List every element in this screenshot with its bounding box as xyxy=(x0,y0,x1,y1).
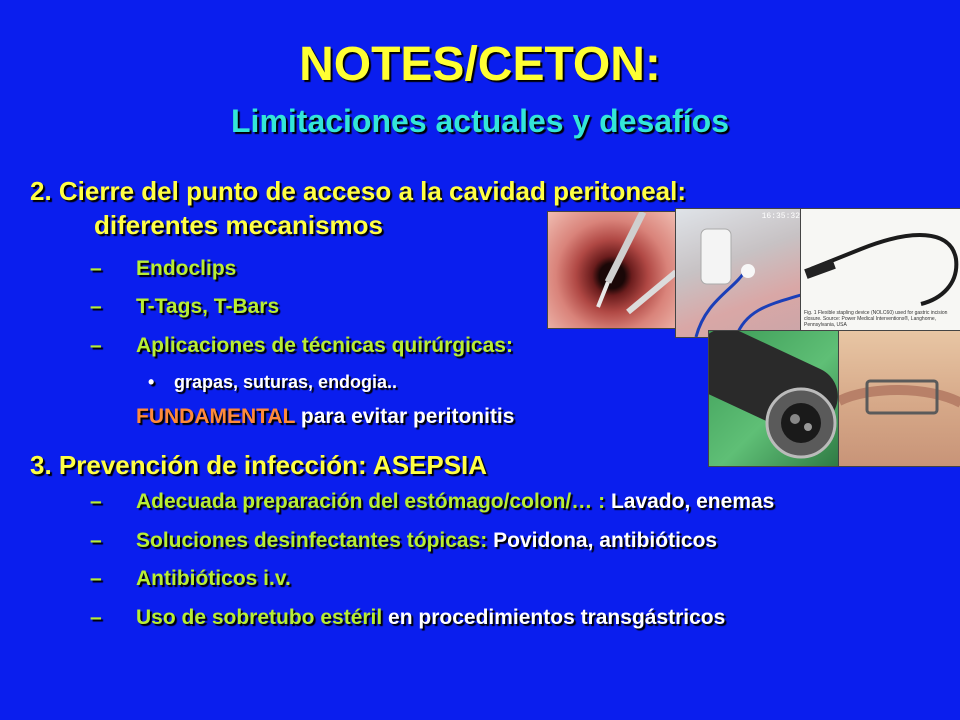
item-main-text: Uso de sobretubo estéril xyxy=(136,606,383,629)
tissue-staple-photo xyxy=(838,330,960,467)
list-item-t-tags: T-Tags, T-Bars xyxy=(136,295,280,318)
list-item-preparation xyxy=(136,490,774,514)
slide-subtitle: Limitaciones actuales y desafíos xyxy=(231,103,729,139)
endoscopic-clip-photo xyxy=(547,211,677,329)
list-dash: – xyxy=(90,529,102,552)
bullet-dot: • xyxy=(148,372,155,392)
item-emphasis-text: Lavado, enemas xyxy=(610,490,775,513)
item-emphasis-text: en procedimientos transgástricos xyxy=(382,606,726,629)
fundamental-highlight: FUNDAMENTAL xyxy=(136,405,296,428)
list-dash: – xyxy=(90,606,102,629)
item-main-text: Soluciones desinfectantes tópicas: xyxy=(136,529,494,552)
list-dash: – xyxy=(90,257,102,280)
endoscope-tip-illustration xyxy=(709,331,839,466)
figure-caption: Fig. 1 Flexible stapling device (NOLC60) used for gastric incision closure. Source: Power Medical Interventions®, Langhorne, Pennsylvania, USA xyxy=(804,310,948,328)
list-item-antibiotics-iv xyxy=(136,567,291,591)
sub-bullet-grapas: grapas, suturas, endogia.. xyxy=(174,372,398,392)
list-dash: – xyxy=(90,567,102,590)
section-2-heading-continued: diferentes mecanismos xyxy=(94,210,384,240)
fundamental-line xyxy=(136,405,514,429)
flexible-stapling-device-figure xyxy=(800,208,960,332)
section-3-heading: 3. Prevención de infección: ASEPSIA xyxy=(30,450,488,480)
list-dash: – xyxy=(90,334,102,357)
item-emphasis-text: Povidona, antibióticos xyxy=(493,529,718,552)
list-item-endoclips: Endoclips xyxy=(136,257,237,280)
item-main-text: Antibióticos i.v. xyxy=(136,567,291,590)
list-item-surgical-techniques: Aplicaciones de técnicas quirúrgicas: xyxy=(136,334,513,357)
t-tag-model-photo xyxy=(675,208,805,338)
fundamental-rest: para evitar peritonitis xyxy=(295,405,515,428)
t-tag-illustration xyxy=(676,209,804,337)
section-2-heading: 2. Cierre del punto de acceso a la cavidad peritoneal: xyxy=(30,176,687,206)
list-dash: – xyxy=(90,295,102,318)
list-item-sterile-overtube xyxy=(136,606,725,630)
endoscope-tip-photo xyxy=(708,330,840,467)
list-dash: – xyxy=(90,490,102,513)
stapler-illustration xyxy=(801,209,960,309)
slide-title: NOTES/CETON: xyxy=(299,38,661,91)
list-item-disinfectants xyxy=(136,529,717,553)
item-main-text: Adecuada preparación del estómago/colon/… : xyxy=(136,490,611,513)
staple-illustration xyxy=(839,331,960,466)
video-timestamp: 16:35:32 xyxy=(761,212,800,221)
endoclip-illustration xyxy=(548,212,676,328)
